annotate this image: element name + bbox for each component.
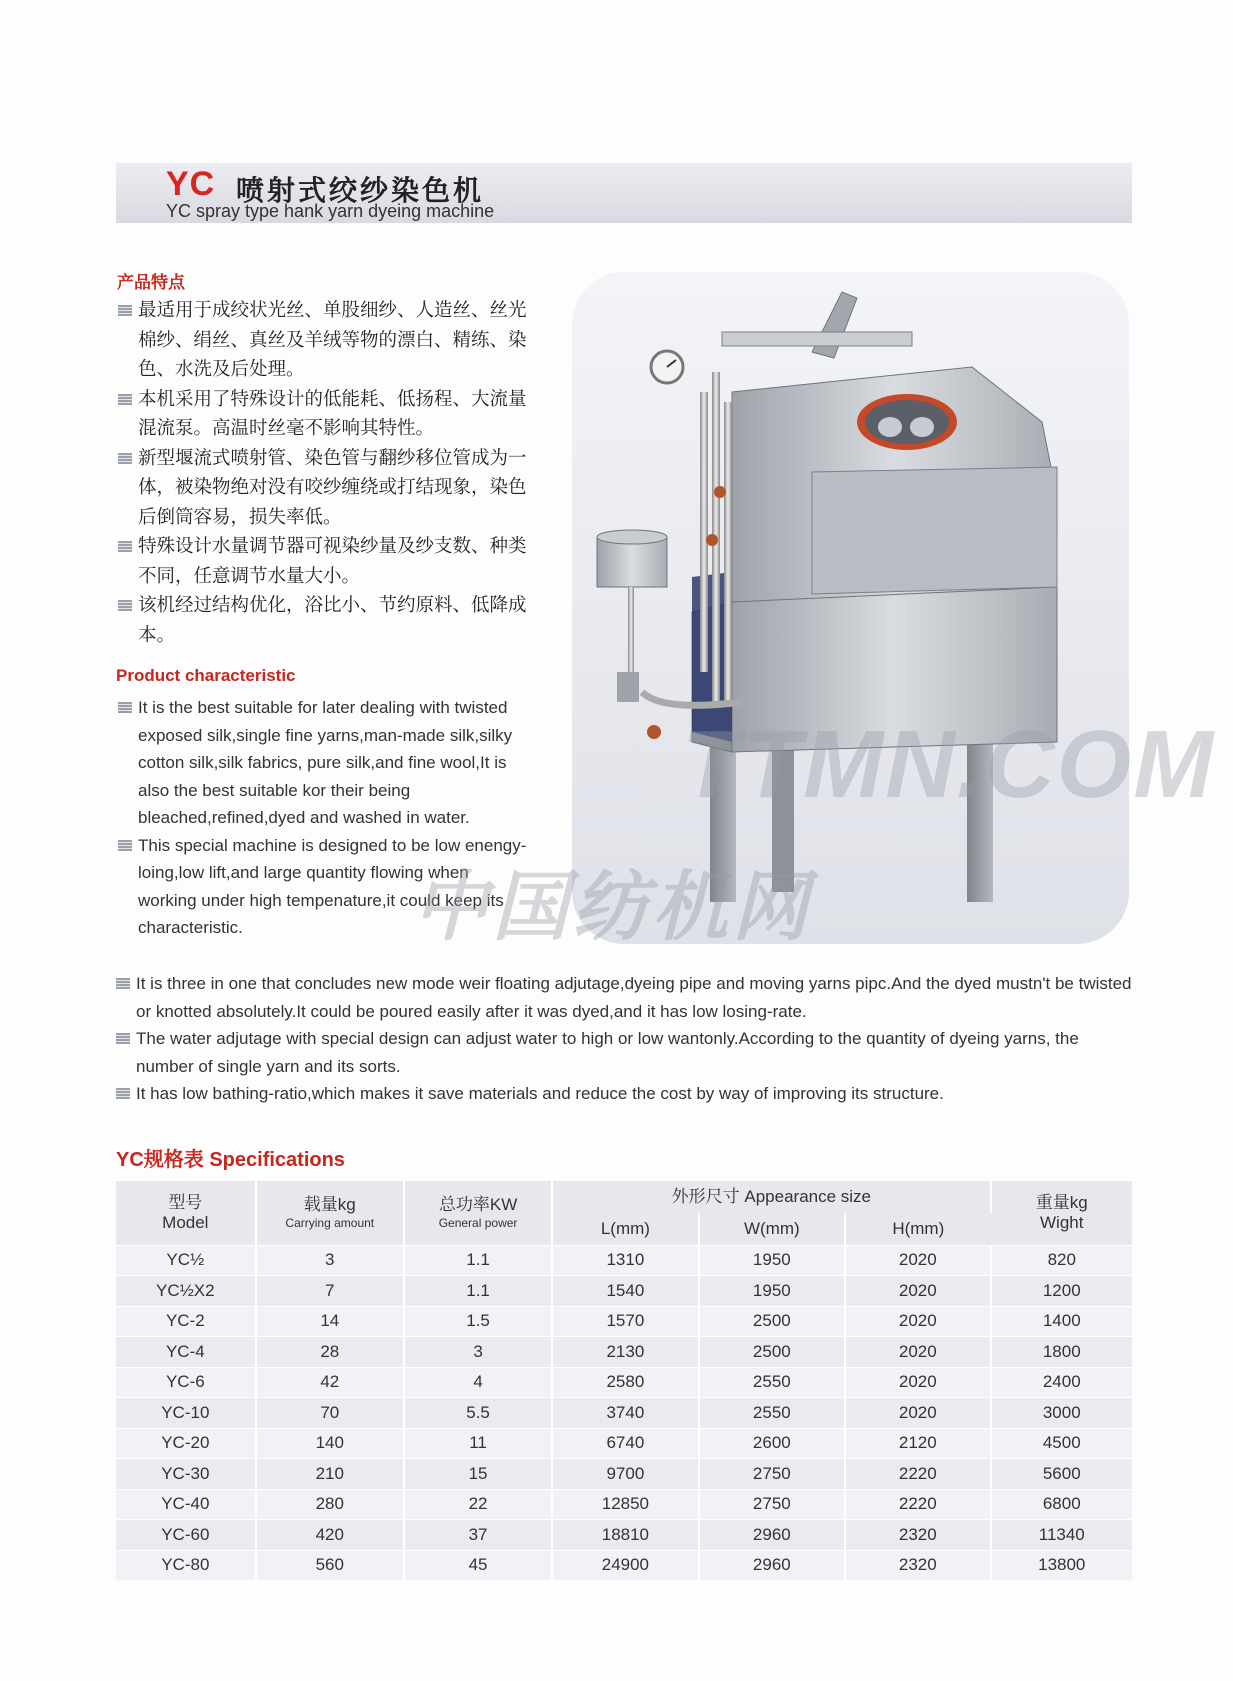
col-l-header: L(mm) bbox=[552, 1213, 698, 1245]
cell-model: YC-10 bbox=[116, 1398, 256, 1429]
feature-text: It has low bathing-ratio,which makes it save materials and reduce the cost by way of improving its structure. bbox=[136, 1084, 944, 1103]
cell-power: 3 bbox=[404, 1337, 552, 1368]
specs-table bbox=[116, 1181, 1132, 1580]
cell-h: 2020 bbox=[845, 1398, 990, 1429]
cell-power: 1.1 bbox=[404, 1276, 552, 1307]
feature-item bbox=[118, 591, 528, 650]
cell-model: YC-60 bbox=[116, 1520, 256, 1551]
table-row bbox=[116, 1245, 1132, 1276]
cell-model: YC-4 bbox=[116, 1337, 256, 1368]
cell-w: 2550 bbox=[699, 1398, 846, 1429]
col-weight-header: 重量kg Wight bbox=[991, 1181, 1132, 1245]
cell-model: YC-80 bbox=[116, 1550, 256, 1580]
cell-power: 22 bbox=[404, 1489, 552, 1520]
cell-h: 2220 bbox=[845, 1489, 990, 1520]
cell-load: 140 bbox=[256, 1428, 404, 1459]
cell-l: 1570 bbox=[552, 1306, 698, 1337]
cell-l: 24900 bbox=[552, 1550, 698, 1580]
bullet-icon bbox=[118, 702, 132, 713]
cell-h: 2020 bbox=[845, 1306, 990, 1337]
cell-l: 9700 bbox=[552, 1459, 698, 1490]
cell-weight: 3000 bbox=[991, 1398, 1132, 1429]
cell-model: YC½ bbox=[116, 1245, 256, 1276]
cell-weight: 11340 bbox=[991, 1520, 1132, 1551]
cell-model: YC-40 bbox=[116, 1489, 256, 1520]
title-code: YC bbox=[166, 165, 216, 203]
col-load-header: 载量kg Carrying amount bbox=[256, 1181, 404, 1245]
cell-h: 2320 bbox=[845, 1550, 990, 1580]
cell-w: 1950 bbox=[699, 1245, 846, 1276]
cell-l: 12850 bbox=[552, 1489, 698, 1520]
cell-load: 70 bbox=[256, 1398, 404, 1429]
table-row bbox=[116, 1276, 1132, 1307]
cell-model: YC-2 bbox=[116, 1306, 256, 1337]
cell-w: 2500 bbox=[699, 1306, 846, 1337]
cell-power: 37 bbox=[404, 1520, 552, 1551]
cell-load: 560 bbox=[256, 1550, 404, 1580]
bullet-icon bbox=[116, 978, 130, 989]
feature-item bbox=[118, 532, 528, 591]
cell-weight: 1400 bbox=[991, 1306, 1132, 1337]
cell-w: 2550 bbox=[699, 1367, 846, 1398]
table-row bbox=[116, 1459, 1132, 1490]
col-power-header: 总功率KW General power bbox=[404, 1181, 552, 1245]
machine-photo-panel bbox=[572, 272, 1216, 944]
feature-item bbox=[118, 444, 528, 533]
cell-weight: 6800 bbox=[991, 1489, 1132, 1520]
feature-text: 特殊设计水量调节器可视染纱量及纱支数、种类不同，任意调节水量大小。 bbox=[138, 536, 527, 587]
bullet-icon bbox=[118, 394, 132, 405]
table-row bbox=[116, 1367, 1132, 1398]
cell-h: 2020 bbox=[845, 1245, 990, 1276]
table-row bbox=[116, 1398, 1132, 1429]
feature-item bbox=[116, 1025, 1136, 1080]
cell-l: 18810 bbox=[552, 1520, 698, 1551]
cell-h: 2020 bbox=[845, 1337, 990, 1368]
cell-l: 1310 bbox=[552, 1245, 698, 1276]
table-row bbox=[116, 1550, 1132, 1580]
specs-table-body bbox=[116, 1245, 1132, 1580]
cell-l: 6740 bbox=[552, 1428, 698, 1459]
cell-l: 2580 bbox=[552, 1367, 698, 1398]
cell-power: 15 bbox=[404, 1459, 552, 1490]
features-en-heading: Product characteristic bbox=[116, 666, 296, 685]
feature-item bbox=[118, 296, 528, 385]
feature-item bbox=[118, 385, 528, 444]
title-en: YC spray type hank yarn dyeing machine bbox=[166, 201, 495, 221]
feature-text: It is three in one that concludes new mode weir floating adjutage,dyeing pipe and moving yarns pipc.And the dyed mustn't be twisted or knotted absolutely.It could be poured easily after it was dyed,and it has low losing-rate. bbox=[136, 974, 1132, 1021]
bullet-icon bbox=[118, 541, 132, 552]
specs-heading: YC规格表 Specifications bbox=[116, 1149, 345, 1171]
cell-l: 2130 bbox=[552, 1337, 698, 1368]
col-h-header: H(mm) bbox=[845, 1213, 990, 1245]
bullet-icon bbox=[118, 600, 132, 611]
machine-illustration bbox=[572, 272, 1129, 944]
cell-w: 1950 bbox=[699, 1276, 846, 1307]
col-w-header: W(mm) bbox=[699, 1213, 846, 1245]
cell-weight: 4500 bbox=[991, 1428, 1132, 1459]
cell-power: 4 bbox=[404, 1367, 552, 1398]
bullet-icon bbox=[118, 453, 132, 464]
cell-w: 2500 bbox=[699, 1337, 846, 1368]
col-size-header: 外形尺寸 Appearance size bbox=[552, 1181, 990, 1213]
cell-model: YC-20 bbox=[116, 1428, 256, 1459]
feature-text: This special machine is designed to be low enengy-loing,low lift,and large quantity flowing when working under high tempenature,it could keep its characteristic. bbox=[138, 835, 527, 937]
bullet-icon bbox=[118, 840, 132, 851]
cell-weight: 1800 bbox=[991, 1337, 1132, 1368]
cell-power: 1.5 bbox=[404, 1306, 552, 1337]
cell-load: 210 bbox=[256, 1459, 404, 1490]
cell-load: 3 bbox=[256, 1245, 404, 1276]
cell-h: 2020 bbox=[845, 1367, 990, 1398]
cell-l: 1540 bbox=[552, 1276, 698, 1307]
table-row bbox=[116, 1428, 1132, 1459]
feature-text: It is the best suitable for later dealing with twisted exposed silk,single fine yarns,man-made silk,silky cotton silk,silk fabrics, pure silk,and fine wool,It is also the best suitable kor their being bleached,refined,dyed and washed in water. bbox=[138, 698, 513, 827]
cell-h: 2320 bbox=[845, 1520, 990, 1551]
cell-w: 2960 bbox=[699, 1520, 846, 1551]
cell-power: 45 bbox=[404, 1550, 552, 1580]
feature-item bbox=[118, 694, 528, 832]
cell-model: YC-30 bbox=[116, 1459, 256, 1490]
feature-text: The water adjutage with special design can adjust water to high or low wantonly.According to the quantity of dyeing yarns, the number of single yarn and its sorts. bbox=[136, 1029, 1079, 1076]
cell-w: 2750 bbox=[699, 1489, 846, 1520]
cell-load: 420 bbox=[256, 1520, 404, 1551]
feature-item bbox=[116, 970, 1136, 1025]
cell-weight: 13800 bbox=[991, 1550, 1132, 1580]
feature-text: 本机采用了特殊设计的低能耗、低扬程、大流量混流泵。高温时丝毫不影响其特性。 bbox=[138, 388, 527, 439]
cell-load: 42 bbox=[256, 1367, 404, 1398]
cell-model: YC½X2 bbox=[116, 1276, 256, 1307]
cell-h: 2020 bbox=[845, 1276, 990, 1307]
bullet-icon bbox=[118, 305, 132, 316]
title-band bbox=[116, 163, 1132, 223]
cell-load: 280 bbox=[256, 1489, 404, 1520]
watermark-en: TTMN.COM bbox=[682, 711, 1216, 818]
bullet-icon bbox=[116, 1033, 130, 1044]
cell-weight: 820 bbox=[991, 1245, 1132, 1276]
feature-text: 最适用于成绞状光丝、单股细纱、人造丝、丝光棉纱、绢丝、真丝及羊绒等物的漂白、精练、染色、水洗及后处理。 bbox=[138, 300, 527, 380]
cell-w: 2960 bbox=[699, 1550, 846, 1580]
cell-weight: 2400 bbox=[991, 1367, 1132, 1398]
bullet-icon bbox=[116, 1088, 130, 1099]
col-model-header: 型号 Model bbox=[116, 1181, 256, 1245]
feature-item bbox=[116, 1080, 1136, 1108]
cell-h: 2120 bbox=[845, 1428, 990, 1459]
cell-w: 2750 bbox=[699, 1459, 846, 1490]
cell-load: 14 bbox=[256, 1306, 404, 1337]
cell-power: 5.5 bbox=[404, 1398, 552, 1429]
feature-text: 该机经过结构优化，浴比小、节约原料、低降成本。 bbox=[138, 595, 527, 646]
features-cn-list bbox=[118, 296, 528, 650]
cell-load: 28 bbox=[256, 1337, 404, 1368]
cell-model: YC-6 bbox=[116, 1367, 256, 1398]
cell-h: 2220 bbox=[845, 1459, 990, 1490]
table-row bbox=[116, 1520, 1132, 1551]
table-row bbox=[116, 1306, 1132, 1337]
cell-w: 2600 bbox=[699, 1428, 846, 1459]
cell-weight: 5600 bbox=[991, 1459, 1132, 1490]
feature-text: 新型堰流式喷射管、染色管与翻纱移位管成为一体，被染物绝对没有咬纱缠绕或打结现象，染色后倒筒容易，损失率低。 bbox=[138, 447, 527, 528]
cell-load: 7 bbox=[256, 1276, 404, 1307]
features-en-wide-list bbox=[116, 970, 1136, 1108]
watermark-cn: 中国纺机网 bbox=[412, 862, 812, 951]
features-cn-heading: 产品特点 bbox=[117, 273, 185, 293]
table-row bbox=[116, 1337, 1132, 1368]
cell-power: 1.1 bbox=[404, 1245, 552, 1276]
cell-weight: 1200 bbox=[991, 1276, 1132, 1307]
cell-power: 11 bbox=[404, 1428, 552, 1459]
table-row bbox=[116, 1489, 1132, 1520]
title-cn: 喷射式绞纱染色机 bbox=[236, 174, 485, 207]
cell-l: 3740 bbox=[552, 1398, 698, 1429]
